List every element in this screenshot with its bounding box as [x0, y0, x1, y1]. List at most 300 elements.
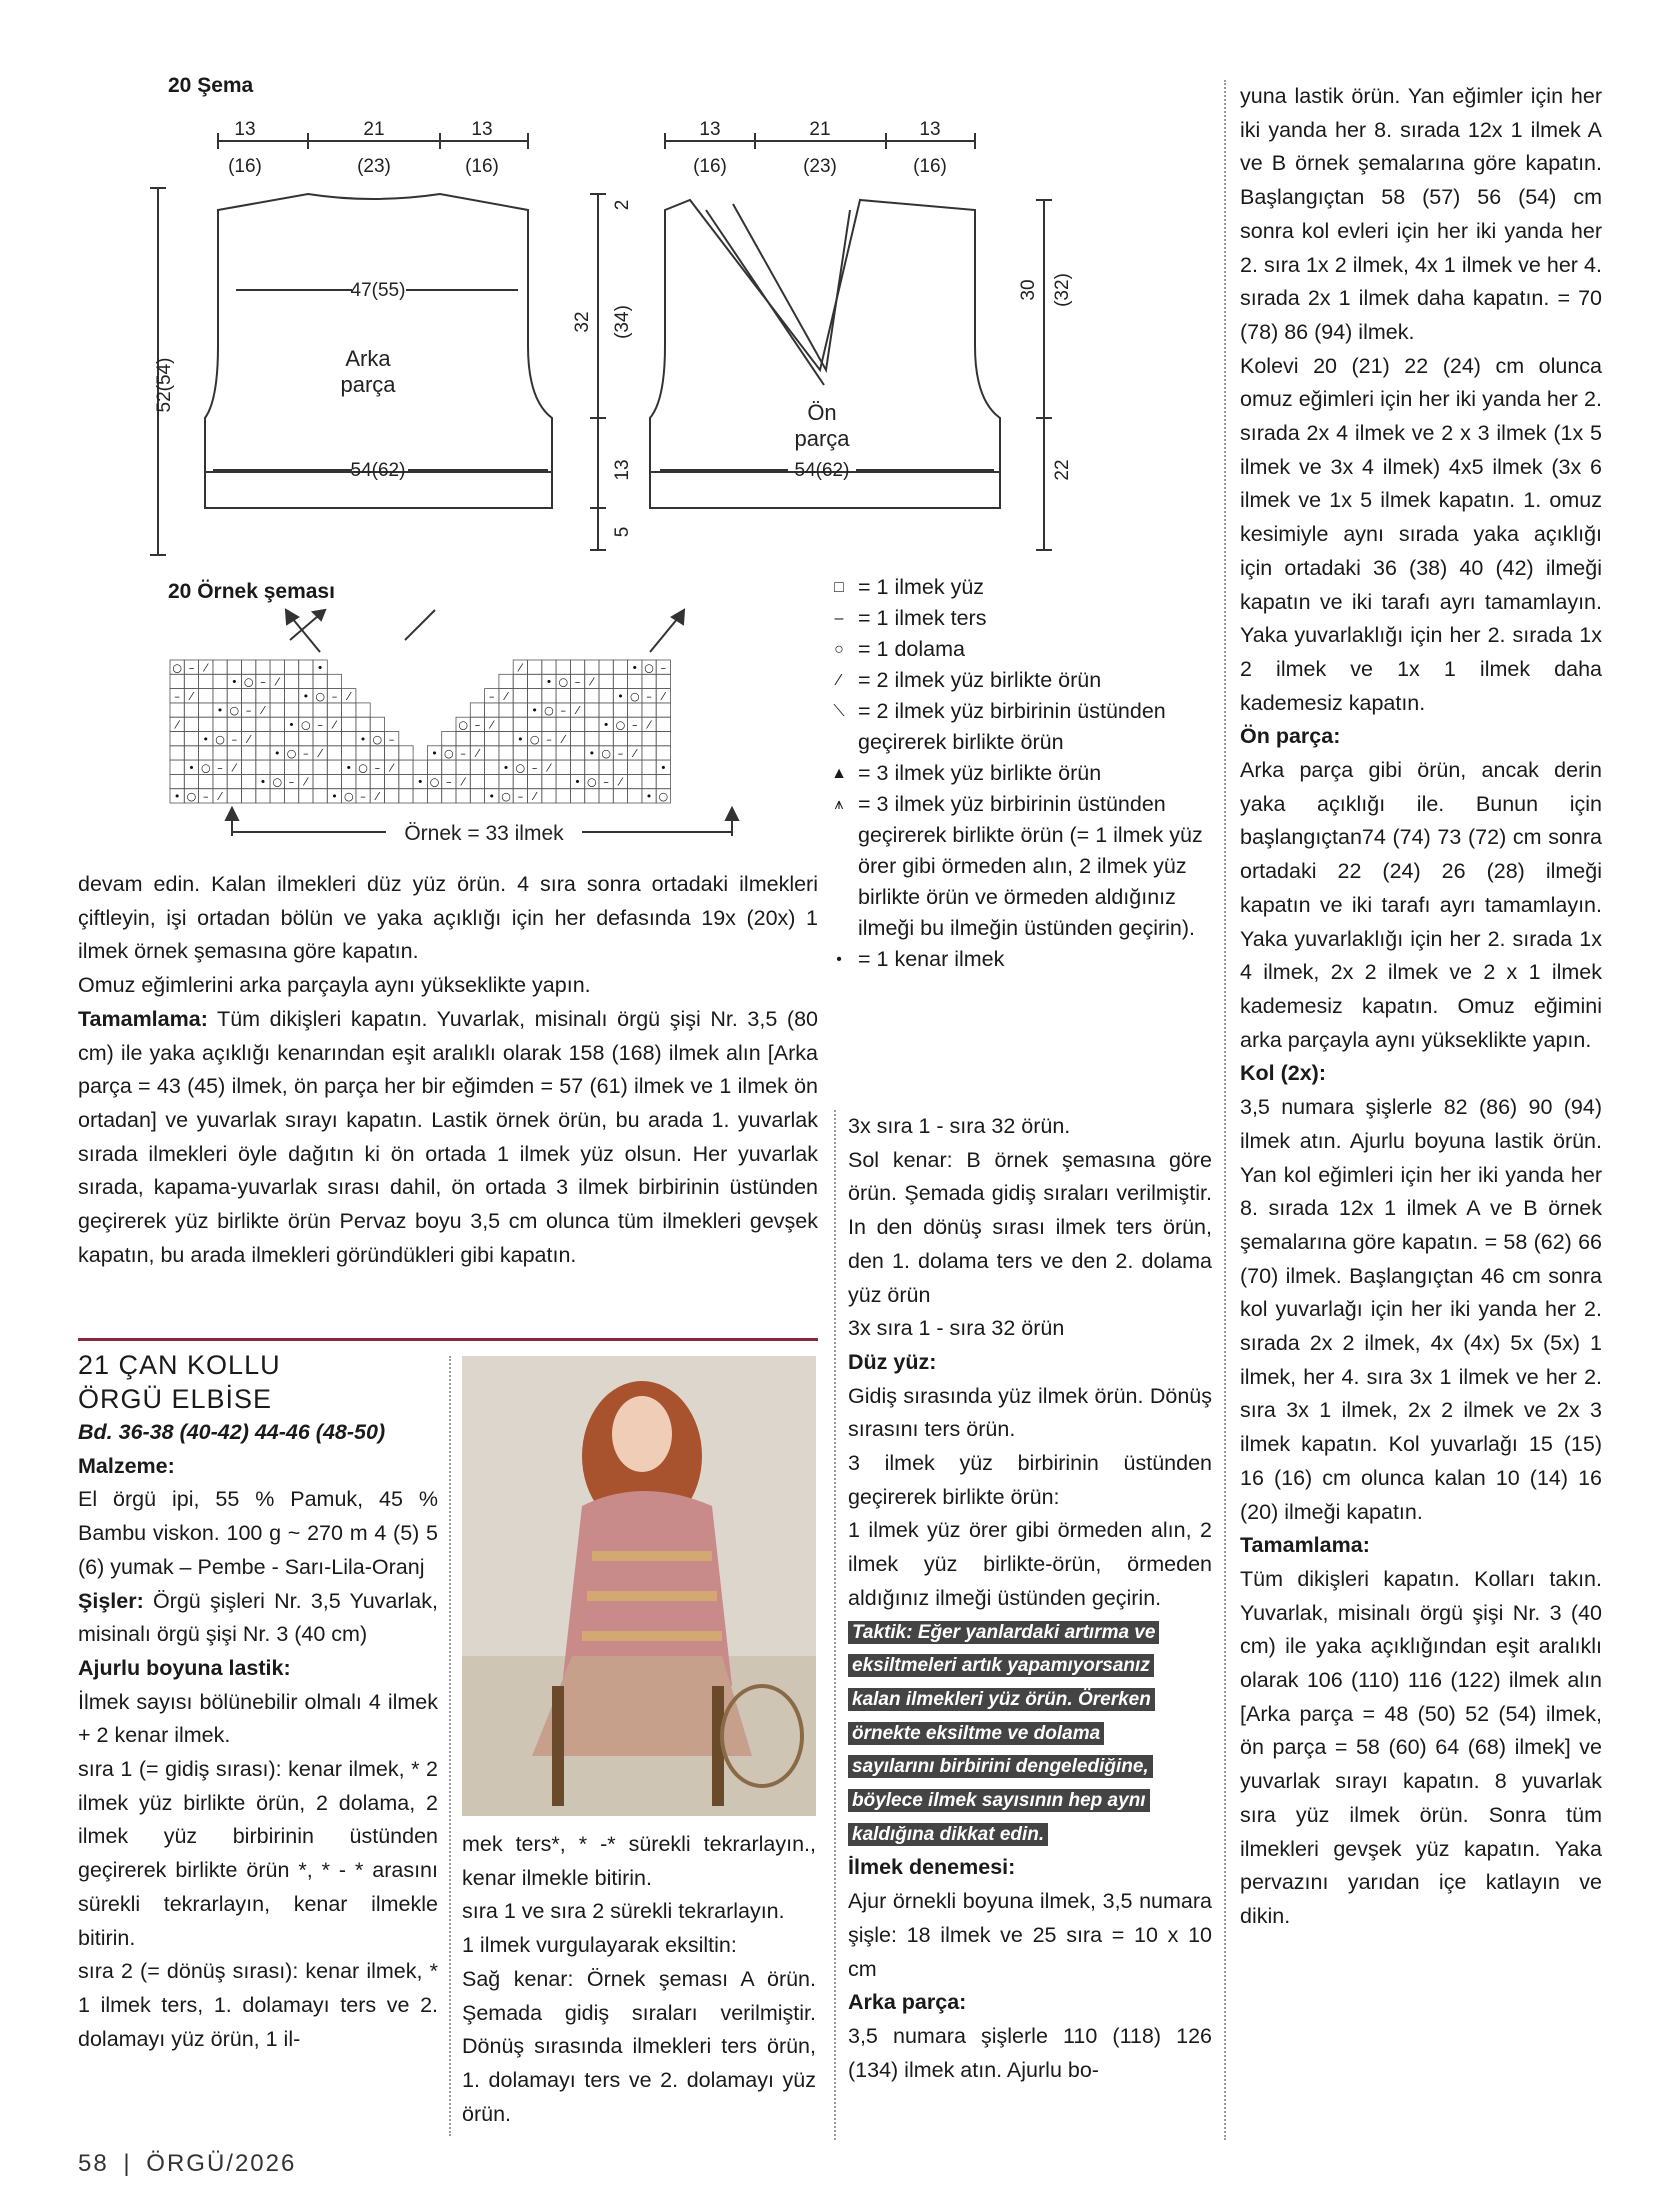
chart-symbol: –	[517, 790, 524, 803]
chart-cell	[456, 760, 470, 774]
chart-cell	[327, 760, 341, 774]
chart-cell	[327, 703, 341, 717]
front-side-32: (32)	[1052, 273, 1073, 307]
ajurlu-text: İlmek sayısı bölünebilir olmalı 4 ilmek + 2 kenar ilmek.	[78, 1689, 438, 1748]
col-divider-1	[449, 1356, 451, 2136]
chart-cell	[628, 703, 642, 717]
chart-symbol: –	[474, 718, 481, 732]
chart-symbol: ○	[286, 747, 297, 761]
front-dim-alt-2: (23)	[803, 156, 837, 177]
pattern-chart-title: 20 Örnek şeması	[168, 580, 335, 603]
back-piece-label-1: Arka	[345, 346, 391, 371]
on-text: Arka parça gibi örün, ancak derin yaka açıklığı ile. Bunun için başlangıçtan74 (74) 73 (72) cm sonra ortadaki 22 (24) 26 (28) ilmeği kapatın ve iki tarafı ayrı tamamlayın. Yaka yuvarlaklığı için her 2. sırada 1x 4 ilmek, 2x 2 ilmek ve 2 x 1 ilmek kademesiz kapatın. Omuz eğimini arka parçayla aynı yükseklikte yapın.	[1240, 758, 1602, 1052]
chart-symbol: ○	[444, 747, 454, 761]
chart-cell	[313, 732, 327, 746]
chart-cell	[313, 774, 327, 788]
rm-p1: 3x sıra 1 - sıra 32 örün.	[848, 1114, 1071, 1138]
chart-symbol: ○	[186, 790, 197, 803]
chart-cell	[499, 774, 513, 788]
chart-cell	[528, 660, 542, 674]
chart-symbol: ⁄	[276, 675, 279, 689]
left-p3: Tüm dikişleri kapatın. Yuvarlak, misinalı örgü şişi Nr. 3,5 (80 cm) ile yaka açıklığı kenarından eşit aralıklı olarak 158 (168) ilmek alın [Arka parça = 43 (45) ilmek, ön parça her bir eğimden = 57 (61) ilmek ve 1 ilmek ön ortadan] ve yuvarlak sırayı kapatın. Lastik örnek örün, bu arada 1. yuvarlak sırada ilmekleri öyle dağıtın ki ön ortada 1 ilmek yüz olsun. Her yuvarlak sırada, kapama-yuvarlak sırası dahil, ön ortada 3 ilmek birbirinin üstünden geçirerek yüz birlikte örün Pervaz boyu 3,5 cm olunca tüm ilmekleri gevşek kapatın, bu arada ilmekleri göründükleri gibi kapatın.	[78, 1006, 818, 1267]
rm-p4: 3 ilmek yüz birbirinin üstünden geçirerek birlikte örün:	[848, 1451, 1212, 1509]
chart-cell	[442, 732, 456, 746]
chart-symbol: –	[617, 747, 624, 761]
duz-text: Gidiş sırasında yüz ilmek örün. Dönüş sırasını ters örün.	[848, 1383, 1212, 1442]
chart-cell	[327, 746, 341, 760]
chart-cell	[199, 689, 213, 703]
chart-cell	[256, 746, 270, 760]
chart-cell	[170, 703, 184, 717]
chart-cell	[513, 689, 527, 703]
chart-cell	[342, 717, 356, 731]
chart-symbol: ⁄	[176, 718, 179, 732]
chart-cell	[585, 717, 599, 731]
chart-cell	[556, 746, 570, 760]
back-side-34: (34)	[612, 305, 633, 339]
rm-p5: 1 ilmek yüz örer gibi örmeden alın, 2 ilmek yüz birlikte-örün, örmeden aldığınız ilmeği üstünden geçirin.	[848, 1518, 1212, 1610]
chart-symbol: ○	[544, 704, 554, 718]
legend-item	[820, 665, 1220, 696]
chart-symbol: •	[188, 761, 195, 775]
chart-cell	[599, 760, 613, 774]
chart-cell	[184, 717, 198, 731]
chart-cell	[470, 732, 484, 746]
chart-symbol: ⁄	[347, 689, 350, 703]
chart-cell	[313, 789, 327, 803]
front-dim-alt-3: (16)	[913, 156, 947, 177]
chart-symbol: ○	[343, 790, 354, 803]
chart-cell	[227, 660, 241, 674]
chart-cell	[599, 732, 613, 746]
chart-symbol: •	[173, 790, 181, 803]
chart-symbol: ⁄	[262, 704, 264, 718]
chart-cell	[499, 732, 513, 746]
right-mid-col	[848, 1110, 1212, 2087]
chart-cell	[542, 789, 556, 803]
chart-symbol: ⁄	[533, 790, 536, 803]
chart-cell	[470, 760, 484, 774]
sisler-head: Şişler:	[78, 1588, 144, 1613]
chart-cell	[170, 746, 184, 760]
malzeme-text: El örgü ipi, 55 % Pamuk, 45 % Bambu viskon. 100 g ~ 270 m 4 (5) 5 (6) yumak – Pembe - Sarı-Lila-Oranj	[78, 1487, 438, 1579]
back-dim-3: 13	[471, 119, 493, 140]
chart-cell	[227, 789, 241, 803]
chart-cell	[485, 746, 499, 760]
chart-cell	[327, 674, 341, 688]
chart-symbol: ⁄	[548, 761, 550, 775]
chart-cell	[270, 689, 284, 703]
back-dim-alt-2: (23)	[357, 156, 391, 177]
chart-cell	[599, 789, 613, 803]
chart-symbol: ○	[629, 689, 640, 703]
chart-cell	[284, 703, 298, 717]
chart-cell	[256, 660, 270, 674]
chart-cell	[599, 703, 613, 717]
page-number: 58	[78, 2150, 109, 2177]
chart-cell	[542, 717, 556, 731]
chart-symbol: –	[174, 689, 180, 703]
chart-cell	[513, 746, 527, 760]
chart-symbol: ⁄	[376, 790, 379, 803]
chart-symbol: ○	[372, 732, 383, 746]
chart-symbol: –	[546, 732, 552, 746]
chart-symbol: •	[517, 732, 524, 746]
legend-symbol-icon: ▲	[831, 765, 847, 782]
chart-cell	[585, 789, 599, 803]
chart-symbol: •	[660, 761, 667, 775]
taktik-line-3: kalan ilmekleri yüz örün. Örerken	[848, 1688, 1155, 1711]
chart-symbol: –	[245, 704, 252, 718]
chart-cell	[642, 674, 656, 688]
chart-symbol: •	[574, 775, 581, 789]
chart-cell	[585, 689, 599, 703]
deneme-head: İlmek denemesi:	[848, 1855, 1016, 1880]
chart-cell	[213, 674, 227, 688]
chart-symbol: ⁄	[662, 689, 665, 703]
chart-cell	[599, 674, 613, 688]
chart-cell	[628, 774, 642, 788]
chart-symbol: ○	[644, 661, 654, 675]
chart-cell	[656, 732, 670, 746]
chart-cell	[399, 774, 413, 788]
chart-symbol: ⁄	[519, 661, 522, 675]
chart-cell	[199, 774, 213, 788]
chart-cell	[370, 717, 384, 731]
chart-cell	[227, 689, 241, 703]
chart-symbol: –	[260, 675, 266, 689]
legend-symbol-icon: ⁄	[837, 672, 841, 689]
chart-cell	[656, 746, 670, 760]
chart-cell	[570, 789, 584, 803]
chart-cell	[299, 674, 313, 688]
legend-item	[820, 789, 1220, 944]
chart-cell	[642, 732, 656, 746]
chart-symbol: –	[646, 689, 652, 703]
rm-p3: 3x sıra 1 - sıra 32 örün	[848, 1316, 1065, 1341]
legend-symbol-icon: •	[836, 951, 842, 968]
chart-symbol: ○	[272, 775, 283, 789]
chart-cell	[556, 760, 570, 774]
chart-cell	[585, 732, 599, 746]
chart-cell	[184, 674, 198, 688]
chart-symbol: •	[345, 761, 352, 775]
col-divider-2	[834, 1110, 836, 2140]
magazine-name: ÖRGÜ/2026	[146, 2150, 297, 2177]
legend-item	[820, 696, 1220, 758]
left-p3-head: Tamamlama:	[78, 1006, 208, 1031]
legend-symbol-icon: ○	[834, 641, 844, 658]
chart-cell	[284, 760, 298, 774]
legend-text: = 2 ilmek yüz birlikte örün	[858, 668, 1102, 692]
chart-cell	[556, 689, 570, 703]
legend-text: = 1 dolama	[858, 637, 965, 661]
chart-cell	[170, 774, 184, 788]
chart-cell	[570, 689, 584, 703]
chart-cell	[270, 789, 284, 803]
chart-cell	[528, 746, 542, 760]
sira1-text: sıra 1 (= gidiş sırası): kenar ilmek, * 2 ilmek yüz birlikte örün, 2 dolama, 2 ilmek yüz birbirinin üstünden geçirerek birlikte örün *, * - * arasını sürekli tekrarlayın, kenar ilmekle bitirin.	[78, 1757, 438, 1950]
chart-symbol: ⁄	[619, 775, 622, 789]
page-footer	[78, 2150, 296, 2178]
mid-col	[462, 1828, 816, 2131]
chart-symbol: –	[188, 661, 195, 675]
col-divider-3	[1224, 80, 1226, 2140]
chart-cell	[485, 760, 499, 774]
chart-cell	[528, 717, 542, 731]
arka-head: Arka parça:	[848, 1990, 967, 2015]
chart-cell	[370, 746, 384, 760]
legend-text: = 1 ilmek yüz	[858, 575, 985, 599]
chart-symbol: ○	[172, 661, 182, 675]
chart-symbol: ⁄	[576, 704, 579, 718]
chart-cell	[656, 774, 670, 788]
footer-separator: |	[123, 2150, 132, 2177]
taktik-line-7: kaldığına dikkat edin.	[848, 1823, 1048, 1846]
chart-symbol: •	[502, 761, 510, 775]
chart-cell	[327, 732, 341, 746]
taktik-line-4: örnekte eksiltme ve dolama	[848, 1722, 1104, 1745]
chart-cell	[528, 674, 542, 688]
chart-cell	[513, 717, 527, 731]
chart-cell	[313, 674, 327, 688]
chart-cell	[242, 660, 256, 674]
back-dim-alt-1: (16)	[228, 156, 262, 177]
chart-symbol: •	[231, 675, 238, 689]
chart-cell	[342, 732, 356, 746]
chart-cell	[470, 774, 484, 788]
chart-cell	[628, 760, 642, 774]
chart-cell	[613, 732, 627, 746]
chart-cell	[199, 674, 213, 688]
chart-symbol: •	[488, 790, 495, 803]
duz-head: Düz yüz:	[848, 1349, 937, 1374]
chart-symbol: •	[431, 747, 438, 761]
chart-symbol: –	[303, 747, 309, 761]
chart-symbol: •	[274, 747, 281, 761]
chart-cell	[642, 774, 656, 788]
chart-cell	[513, 703, 527, 717]
chart-cell	[284, 660, 298, 674]
chart-cell	[399, 760, 413, 774]
chart-cell	[385, 789, 399, 803]
chart-cell	[456, 732, 470, 746]
ajurlu-head: Ajurlu boyuna lastik:	[78, 1655, 291, 1680]
back-height-label: 52(54)	[154, 357, 175, 413]
chart-symbol: ○	[358, 761, 368, 775]
chart-cell	[570, 717, 584, 731]
chart-symbol: •	[417, 775, 424, 789]
chart-symbol: •	[316, 661, 324, 675]
chart-symbol: ○	[458, 718, 468, 732]
chart-cell	[542, 746, 556, 760]
legend-text: = 1 kenar ilmek	[858, 947, 1005, 971]
chart-cell	[227, 717, 241, 731]
chart-symbol: •	[288, 718, 295, 732]
chart-symbol: •	[202, 732, 209, 746]
chart-cell	[242, 717, 256, 731]
chart-symbol: •	[259, 775, 267, 789]
chart-cell	[513, 674, 527, 688]
chart-symbol: ⁄	[476, 747, 479, 761]
chart-symbol: ○	[515, 761, 526, 775]
chart-symbol: ⁄	[462, 775, 465, 789]
chart-cell	[656, 703, 670, 717]
legend	[820, 572, 1220, 975]
chart-cell	[313, 760, 327, 774]
chart-cell	[542, 689, 556, 703]
taktik-line-6: böylece ilmek sayısının hep aynı	[848, 1789, 1150, 1812]
left-body	[78, 868, 818, 1272]
chart-cell	[542, 774, 556, 788]
chart-cell	[570, 760, 584, 774]
right-col	[1240, 80, 1602, 1934]
chart-symbol: –	[317, 718, 323, 732]
chart-cell	[284, 689, 298, 703]
kol-text: 3,5 numara şişlerle 82 (86) 90 (94) ilmek atın. Ajurlu boyuna lastik örün. Yan kol eğimleri için her iki yanda her 8. sırada 12x 1 ilmek A ve B örnek şemalarına göre kapatın. = 58 (62) 66 (70) ilmek. Başlangıçtan 46 cm sonra kol yuvarlağı için her iki yanda her 2. sırada 2x 2 ilmek, 4x (4x) 5x (5x) 1 ilmek, her 4. sıra 3x 1 ilmek ve her 2. sıra 3x 1 ilmek, 2x 2 ilmek ve 2x 3 ilmek kapatın. Kol yuvarlağı 15 (15) 16 (16) cm olunca kalan 10 (14) 16 (20) ilmeği kapatın.	[1240, 1095, 1602, 1524]
chart-arrows	[270, 600, 710, 660]
chart-symbol: •	[331, 790, 338, 803]
chart-cell	[528, 774, 542, 788]
chart-cell	[184, 746, 198, 760]
legend-symbol-icon: □	[834, 579, 844, 596]
chart-cell	[399, 746, 413, 760]
legend-text: = 3 ilmek yüz birbirinin üstünden geçirerek birlikte örün (= 1 ilmek yüz örer gibi örmeden alın, 2 ilmek yüz birlikte örün ve örmeden aldığınız ilmeği bu ilmeğin üstünden geçirin).	[858, 792, 1203, 940]
section-divider	[78, 1338, 818, 1341]
chart-cell	[570, 746, 584, 760]
chart-cell	[385, 746, 399, 760]
model-photo	[462, 1356, 816, 1816]
chart-cell	[570, 732, 584, 746]
chart-symbol: ⁄	[247, 732, 250, 746]
chart-symbol: ○	[215, 732, 225, 746]
chart-cell	[213, 689, 227, 703]
chart-cell	[199, 717, 213, 731]
on-head: Ön parça:	[1240, 724, 1341, 749]
chart-symbol: ○	[315, 689, 325, 703]
chart-cell	[513, 774, 527, 788]
chart-symbol: –	[632, 718, 638, 732]
chart-cell	[585, 760, 599, 774]
chart-cell	[528, 689, 542, 703]
chart-symbol: –	[360, 790, 366, 803]
chart-cell	[585, 703, 599, 717]
mid-p4: Sağ kenar: Örnek şeması A örün. Şemada gidiş sıraları verilmiştir. Dönüş sırasında ilmekleri ters örün, 1. dolamayı ters ve 2. dolamayı yüz örün.	[462, 1966, 816, 2126]
chart-cell	[356, 774, 370, 788]
r-p2: Kolevi 20 (21) 22 (24) cm olunca omuz eğimleri için her iki yanda her 2. sırada 2x 4 ilmek ve 2 x 3 ilmek (1x 5 ilmek ve 3x 4 ilmek) 4x5 ilmek (3x 6 ilmek ve 1x 5 ilmek kapatın. 1. omuz kesimiyle aynı sırada yaka açıklığı için ortadaki 36 (38) 40 (42) ilmeği kapatın ve iki tarafı ayrı tamamlayın. Yaka yuvarlaklığı için her 2. sırada 1x 2 ilmek ve 1x 1 ilmek daha kademesiz kapatın.	[1240, 353, 1602, 715]
chart-cell	[385, 774, 399, 788]
chart-cell	[485, 703, 499, 717]
taktik-line-2: eksiltmeleri artık yapamıyorsanız	[848, 1654, 1154, 1677]
chart-cell	[256, 789, 270, 803]
chart-cell	[270, 760, 284, 774]
chart-symbol: ⁄	[390, 761, 393, 775]
chart-symbol: ⁄	[590, 675, 593, 689]
chart-cell	[213, 746, 227, 760]
chart-symbol: •	[588, 747, 596, 761]
chart-cell	[327, 774, 341, 788]
chart-cell	[556, 660, 570, 674]
chart-cell	[270, 732, 284, 746]
back-side-13: 13	[612, 459, 633, 481]
chart-cell	[456, 789, 470, 803]
malzeme-head: Malzeme:	[78, 1453, 175, 1478]
chart-symbol: –	[460, 747, 466, 761]
chart-symbol: ⁄	[562, 732, 565, 746]
chart-symbol: ○	[229, 704, 240, 718]
chart-symbol: ○	[587, 775, 597, 789]
article-sizes: Bd. 36-38 (40-42) 44-46 (48-50)	[78, 1420, 386, 1444]
chart-cell	[499, 674, 513, 688]
chart-cell	[656, 674, 670, 688]
chart-cell	[356, 746, 370, 760]
arka-text: 3,5 numara şişlerle 110 (118) 126 (134) ilmek atın. Ajurlu bo-	[848, 2023, 1212, 2082]
left-p1: devam edin. Kalan ilmekleri düz yüz örün. 4 sıra sonra ortadaki ilmekleri çiftleyin, işi ortadan bölün ve yaka açıklığı için her defasında 19x (20x) 1 ilmek örnek şemasına göre kapatın.	[78, 872, 818, 964]
chart-cell	[642, 703, 656, 717]
chart-cell	[356, 703, 370, 717]
legend-symbol-icon: –	[834, 610, 844, 627]
chart-symbol: ○	[243, 675, 254, 689]
chart-cell	[485, 774, 499, 788]
chart-symbol: ⁄	[233, 761, 236, 775]
model-figure	[462, 1356, 816, 1816]
mid-p3: 1 ilmek vurgulayarak eksiltin:	[462, 1933, 737, 1958]
schema-title: 20 Şema	[168, 74, 254, 97]
chart-symbol: ⁄	[304, 775, 307, 789]
chart-cell	[499, 717, 513, 731]
legend-symbol-icon: ⟍	[833, 703, 845, 720]
chart-cell	[413, 789, 427, 803]
chart-cell	[213, 774, 227, 788]
chart-symbol: ○	[529, 732, 540, 746]
chart-symbol: –	[217, 761, 223, 775]
taktik-line-5: sayılarını birbirini dengelediğine,	[848, 1755, 1153, 1778]
chart-symbol: •	[216, 704, 224, 718]
chart-cell	[342, 774, 356, 788]
chart-symbol: ⁄	[505, 689, 507, 703]
chart-cell	[599, 689, 613, 703]
legend-text: = 2 ilmek yüz birbirinin üstünden geçirerek birlikte örün	[858, 699, 1166, 754]
chart-cell	[270, 660, 284, 674]
chart-symbol: ○	[200, 761, 211, 775]
chart-cell	[299, 789, 313, 803]
chart-cell	[499, 703, 513, 717]
chart-cell	[613, 760, 627, 774]
back-side-32: 32	[572, 311, 593, 333]
chart-symbol: ⁄	[648, 718, 650, 732]
chart-symbol: ○	[501, 790, 511, 803]
front-dim-alt-1: (16)	[693, 156, 727, 177]
chart-symbol: ⁄	[633, 747, 636, 761]
front-dim-2: 21	[809, 119, 831, 140]
chart-symbol: •	[631, 661, 638, 675]
chart-cell	[299, 660, 313, 674]
front-width-bottom: 54(62)	[794, 460, 850, 481]
back-dim-2: 21	[363, 119, 385, 140]
chart-cell	[427, 789, 441, 803]
chart-symbol: ○	[615, 718, 626, 732]
pattern-repeat-label: Örnek = 33 ilmek	[404, 822, 564, 845]
chart-symbol: ○	[601, 747, 611, 761]
chart-cell	[342, 746, 356, 760]
article21-col	[78, 1348, 438, 2056]
chart-cell	[199, 746, 213, 760]
chart-cell	[613, 789, 627, 803]
front-piece-label-2: parça	[794, 426, 850, 451]
chart-cell	[199, 703, 213, 717]
schema-drawing	[0, 0, 1200, 590]
back-dim-alt-3: (16)	[465, 156, 499, 177]
